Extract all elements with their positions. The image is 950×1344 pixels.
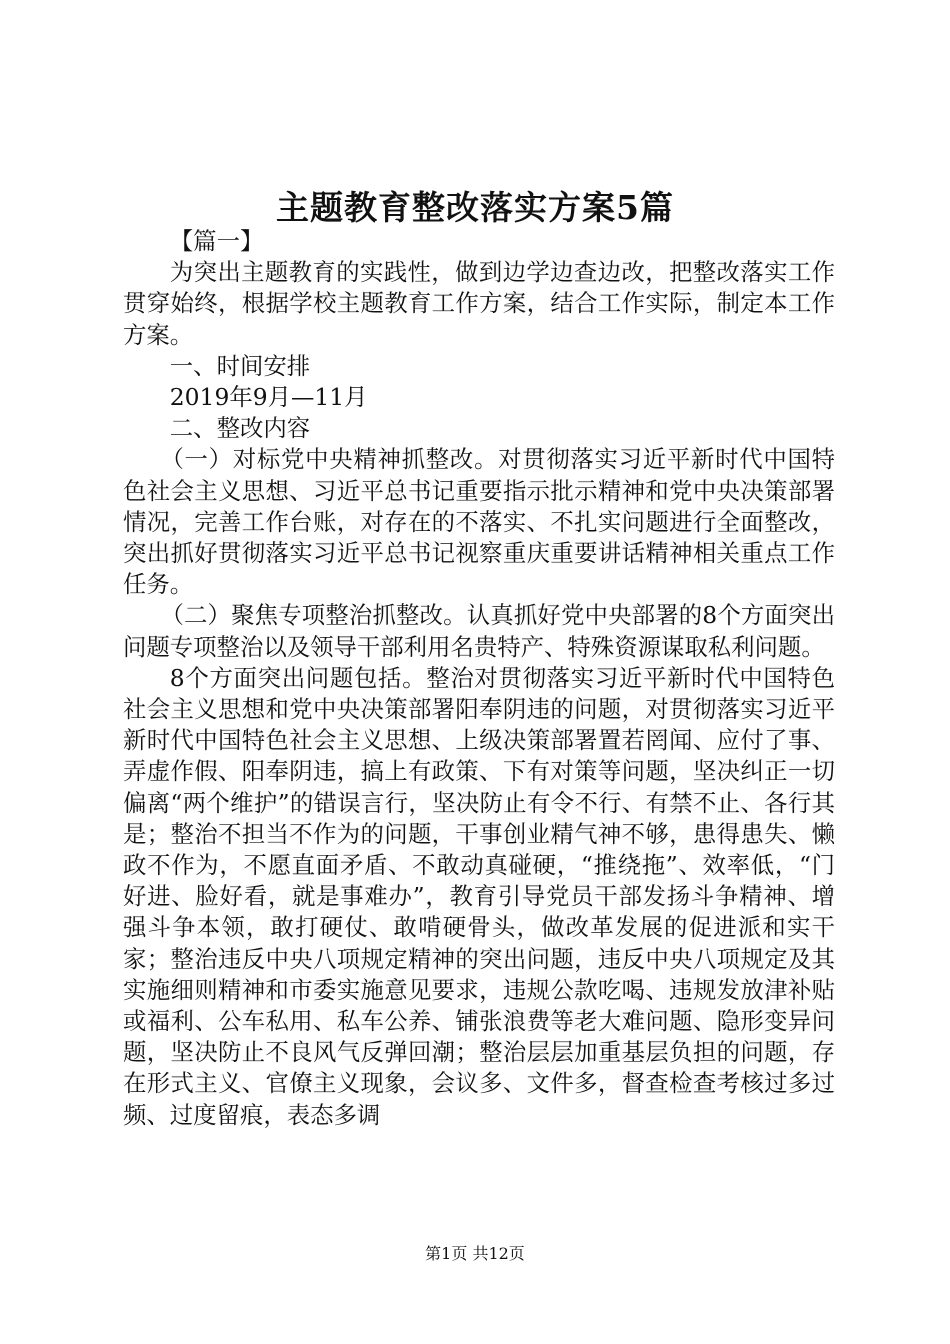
document-body	[123, 226, 835, 1131]
paragraph-eight-issues: 8个方面突出问题包括。整治对贯彻落实习近平新时代中国特色社会主义思想和党中央决策部署阳奉阴违的问题，对贯彻落实习近平新时代中国特色社会主义思想、上级决策部署置若罔闻、应付了事、弄虚作假、阳奉阴违，搞上有政策、下有对策等问题，坚决纠正一切偏离“两个维护”的错误言行，坚决防止有令不行、有禁不止、各行其是；整治不担当不作为的问题，干事创业精气神不够，患得患失、懒政不作为，不愿直面矛盾、不敢动真碰硬，“推绕拖”、效率低，“门好进、脸好看，就是事难办”，教育引导党员干部发扬斗争精神、增强斗争本领，敢打硬仗、敢啃硬骨头，做改革发展的促进派和实干家；整治违反中央八项规定精神的突出问题，违反中央八项规定及其实施细则精神和市委实施意见要求，违规公款吃喝、违规发放津补贴或福利、公车私用、私车公养、铺张浪费等老大难问题、隐形变异问题，坚决防止不良风气反弹回潮；整治层层加重基层负担的问题，存在形式主义、官僚主义现象，会议多、文件多，督查检查考核过多过频、过度留痕，表态多调	[123, 663, 835, 1129]
paragraph-schedule-date: 2019年9月—11月	[169, 383, 368, 412]
document-title: 主题教育整改落实方案5篇	[276, 188, 674, 227]
paragraph-item-2: （二）聚焦专项整治抓整改。认真抓好党中央部署的8个方面突出问题专项整治以及领导干部利用名贵特产、特殊资源谋取私利问题。	[123, 601, 835, 661]
page-footer: 第1页 共12页	[425, 1244, 525, 1263]
heading-schedule: 一、时间安排	[169, 351, 311, 380]
paragraph-item-1: （一）对标党中央精神抓整改。对贯彻落实习近平新时代中国特色社会主义思想、习近平总书记重要指示批示精神和党中央决策部署情况，完善工作台账，对存在的不落实、不扎实问题进行全面整改，突出抓好贯彻落实习近平总书记视察重庆重要讲话精神相关重点工作任务。	[123, 445, 835, 599]
heading-rectification-content: 二、整改内容	[169, 414, 311, 443]
paragraph-intro: 为突出主题教育的实践性，做到边学边查边改，把整改落实工作贯穿始终，根据学校主题教育工作方案，结合工作实际，制定本工作方案。	[123, 258, 835, 349]
section-label: 【篇一】	[169, 227, 264, 255]
